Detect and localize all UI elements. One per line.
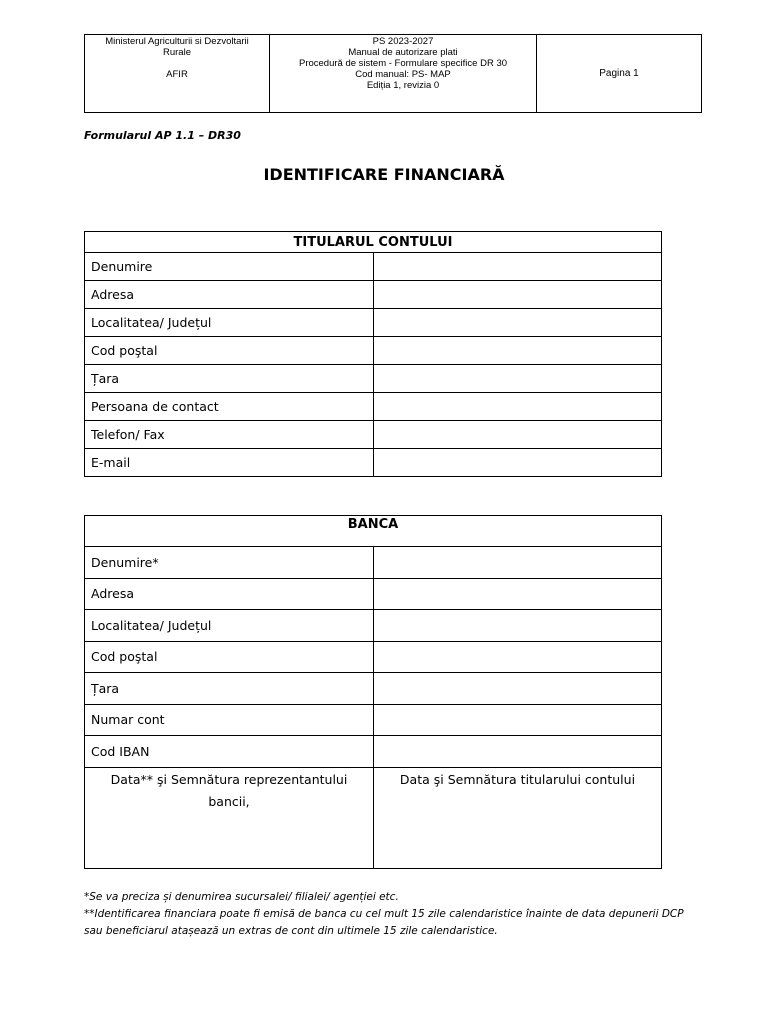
bank-signature-label-line1: Data** şi Semnătura reprezentantului xyxy=(110,772,348,787)
holder-signature-box[interactable] xyxy=(374,768,662,869)
bank-field-account-number[interactable] xyxy=(373,704,662,736)
bank-label-postal-code: Cod poştal xyxy=(85,641,374,673)
holder-field-contact[interactable] xyxy=(373,393,662,421)
bank-label-address: Adresa xyxy=(85,578,374,610)
bank-label-name: Denumire* xyxy=(85,547,374,579)
bank-field-name[interactable] xyxy=(373,547,662,579)
account-holder-table xyxy=(84,231,662,477)
bank-label-account-number: Numar cont xyxy=(85,704,374,736)
holder-field-name[interactable] xyxy=(373,253,662,281)
footnote-1: *Se va preciza și denumirea sucursalei/ filialei/ agenției etc. xyxy=(84,891,399,903)
holder-field-country[interactable] xyxy=(373,365,662,393)
bank-field-postal-code[interactable] xyxy=(373,641,662,673)
holder-field-phone[interactable] xyxy=(373,421,662,449)
holder-label-email: E-mail xyxy=(85,449,374,477)
header-manual-info xyxy=(270,35,537,113)
holder-field-postal-code[interactable] xyxy=(373,337,662,365)
page-title: IDENTIFICARE FINANCIARĂ xyxy=(263,165,505,184)
footnotes xyxy=(84,889,704,940)
holder-label-postal-code: Cod poştal xyxy=(85,337,374,365)
header-procedure: Procedură de sistem - Formulare specifice DR 30 xyxy=(298,58,508,69)
form-code: Formularul AP 1.1 – DR30 xyxy=(84,129,241,142)
header-agency: AFIR xyxy=(166,69,188,80)
header-manual-code: Cod manual: PS- MAP xyxy=(355,69,451,80)
bank-heading: BANCA xyxy=(85,516,662,547)
bank-field-locality[interactable] xyxy=(373,610,662,642)
document-header xyxy=(84,34,702,113)
bank-label-country: Țara xyxy=(85,673,374,705)
bank-signature-label-line2: bancii, xyxy=(208,794,250,809)
holder-label-contact: Persoana de contact xyxy=(85,393,374,421)
holder-field-address[interactable] xyxy=(373,281,662,309)
bank-signature-box[interactable] xyxy=(85,768,374,869)
account-holder-heading: TITULARUL CONTULUI xyxy=(85,232,662,253)
bank-field-country[interactable] xyxy=(373,673,662,705)
header-program: PS 2023-2027 xyxy=(372,36,434,47)
footnote-2-continued: sau beneficiarul atașează un extras de cont din ultimele 15 zile calendaristice. xyxy=(84,925,498,937)
footnote-2: **Identificarea financiara poate fi emisă de banca cu cel mult 15 zile calendaristice înainte de data depunerii DCP xyxy=(84,908,684,920)
holder-label-phone: Telefon/ Fax xyxy=(85,421,374,449)
signature-table xyxy=(84,767,662,869)
header-edition: Ediția 1, revizia 0 xyxy=(366,80,440,91)
bank-table xyxy=(84,515,662,768)
holder-signature-label: Data şi Semnătura titularului contului xyxy=(399,772,636,787)
holder-field-locality[interactable] xyxy=(373,309,662,337)
header-institution-line2: Rurale xyxy=(163,47,191,58)
holder-field-email[interactable] xyxy=(373,449,662,477)
holder-label-country: Țara xyxy=(85,365,374,393)
holder-label-address: Adresa xyxy=(85,281,374,309)
holder-label-locality: Localitatea/ Județul xyxy=(85,309,374,337)
holder-label-name: Denumire xyxy=(85,253,374,281)
header-manual-name: Manual de autorizare plati xyxy=(348,47,458,58)
bank-field-iban[interactable] xyxy=(373,736,662,768)
header-institution xyxy=(85,35,270,113)
header-page-number: Pagina 1 xyxy=(537,35,702,113)
bank-label-locality: Localitatea/ Județul xyxy=(85,610,374,642)
header-institution-line1: Ministerul Agriculturii si Dezvoltarii xyxy=(105,36,249,47)
bank-label-iban: Cod IBAN xyxy=(85,736,374,768)
bank-field-address[interactable] xyxy=(373,578,662,610)
